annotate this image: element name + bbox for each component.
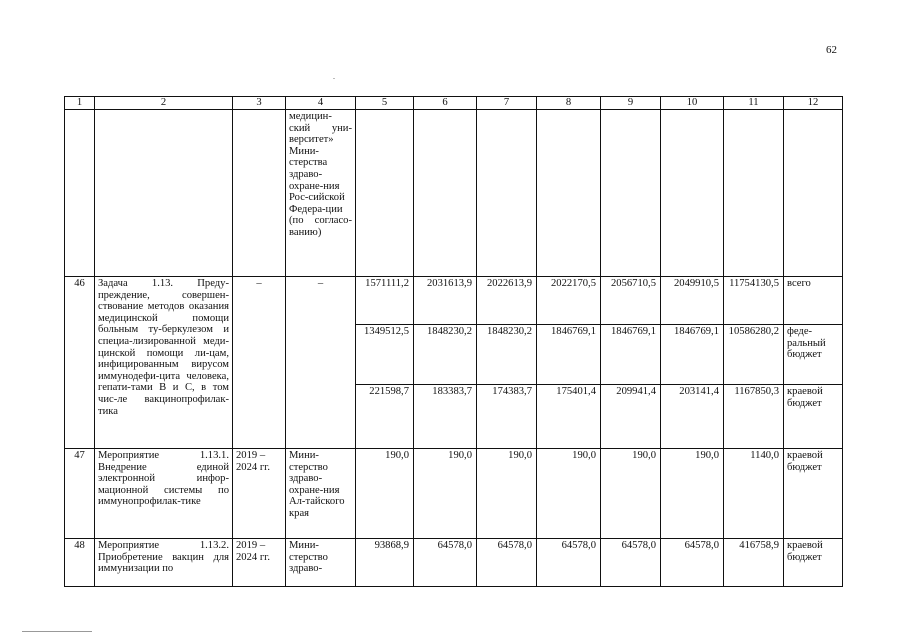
value-cell: 190,0 [414, 449, 477, 539]
period-cell: 2019 – 2024 гг. [233, 449, 286, 539]
value-cell: 11754130,5 [724, 277, 784, 325]
value-cell: 1846769,1 [661, 325, 724, 385]
table-row [65, 539, 843, 587]
header-cell: 12 [784, 97, 843, 110]
header-row [65, 97, 843, 110]
value-cell: 1571111,2 [356, 277, 414, 325]
value-cell: 190,0 [477, 449, 537, 539]
funding-source: феде-ральный бюджет [784, 325, 843, 385]
value-cell: 2022170,5 [537, 277, 601, 325]
value-cell: 1848230,2 [414, 325, 477, 385]
task-name: Задача 1.13. Преду-преждение, совершен-ствование методов оказания медицинской помощи больным ту-беркулезом и специа-лизированной меди-цинской помощи ли-цам, инфицированным вирусом иммунодефи-цита человека, гепати-тами В и С, в том чис-ле вакцинопрофилак-тика [95, 277, 233, 449]
value-cell: 10586280,2 [724, 325, 784, 385]
program-table [64, 96, 843, 587]
scan-speck [333, 78, 335, 79]
header-cell: 5 [356, 97, 414, 110]
value-cell: 64578,0 [477, 539, 537, 587]
header-cell: 4 [286, 97, 356, 110]
scan-artifact [22, 631, 92, 632]
executor-cell: Мини-стерство здраво-охране-ния Ал-тайского края [286, 449, 356, 539]
value-cell: 93868,9 [356, 539, 414, 587]
value-cell: 190,0 [356, 449, 414, 539]
row-number: 46 [65, 277, 95, 449]
value-cell: 2049910,5 [661, 277, 724, 325]
header-cell: 1 [65, 97, 95, 110]
value-cell: 183383,7 [414, 385, 477, 449]
row-number: 48 [65, 539, 95, 587]
executor-cell: медицин-ский уни-верситет» Мини-стерства здраво-охране-ния Рос-сийской Федера-ции (по согласо-ванию) [286, 110, 356, 277]
value-cell: 174383,7 [477, 385, 537, 449]
value-cell: 416758,9 [724, 539, 784, 587]
period-cell: 2019 – 2024 гг. [233, 539, 286, 587]
value-cell: 190,0 [537, 449, 601, 539]
task-name: Мероприятие 1.13.2. Приобретение вакцин для иммунизации по [95, 539, 233, 587]
funding-source: всего [784, 277, 843, 325]
header-cell: 7 [477, 97, 537, 110]
value-cell: 1167850,3 [724, 385, 784, 449]
funding-source: краевой бюджет [784, 539, 843, 587]
value-cell: 2022613,9 [477, 277, 537, 325]
value-cell: 190,0 [601, 449, 661, 539]
table-row-continued [65, 110, 843, 277]
value-cell: 64578,0 [537, 539, 601, 587]
funding-source: краевой бюджет [784, 385, 843, 449]
value-cell: 1349512,5 [356, 325, 414, 385]
value-cell: 203141,4 [661, 385, 724, 449]
value-cell: 1846769,1 [537, 325, 601, 385]
executor-cell: Мини-стерство здраво- [286, 539, 356, 587]
value-cell: 1140,0 [724, 449, 784, 539]
task-name: Мероприятие 1.13.1. Внедрение единой электронной инфор-мационной системы по иммунопрофилак-тике [95, 449, 233, 539]
value-cell: 64578,0 [601, 539, 661, 587]
value-cell: 64578,0 [414, 539, 477, 587]
header-cell: 3 [233, 97, 286, 110]
funding-source: краевой бюджет [784, 449, 843, 539]
value-cell: 175401,4 [537, 385, 601, 449]
header-cell: 10 [661, 97, 724, 110]
value-cell: 1848230,2 [477, 325, 537, 385]
table-row [65, 277, 843, 325]
page-number: 62 [826, 44, 837, 56]
header-cell: 6 [414, 97, 477, 110]
value-cell: 2031613,9 [414, 277, 477, 325]
executor-cell: – [286, 277, 356, 449]
header-cell: 2 [95, 97, 233, 110]
header-cell: 8 [537, 97, 601, 110]
header-cell: 9 [601, 97, 661, 110]
value-cell: 1846769,1 [601, 325, 661, 385]
header-cell: 11 [724, 97, 784, 110]
period-cell: – [233, 277, 286, 449]
value-cell: 221598,7 [356, 385, 414, 449]
value-cell: 64578,0 [661, 539, 724, 587]
row-number: 47 [65, 449, 95, 539]
table-row [65, 449, 843, 539]
value-cell: 190,0 [661, 449, 724, 539]
value-cell: 209941,4 [601, 385, 661, 449]
value-cell: 2056710,5 [601, 277, 661, 325]
